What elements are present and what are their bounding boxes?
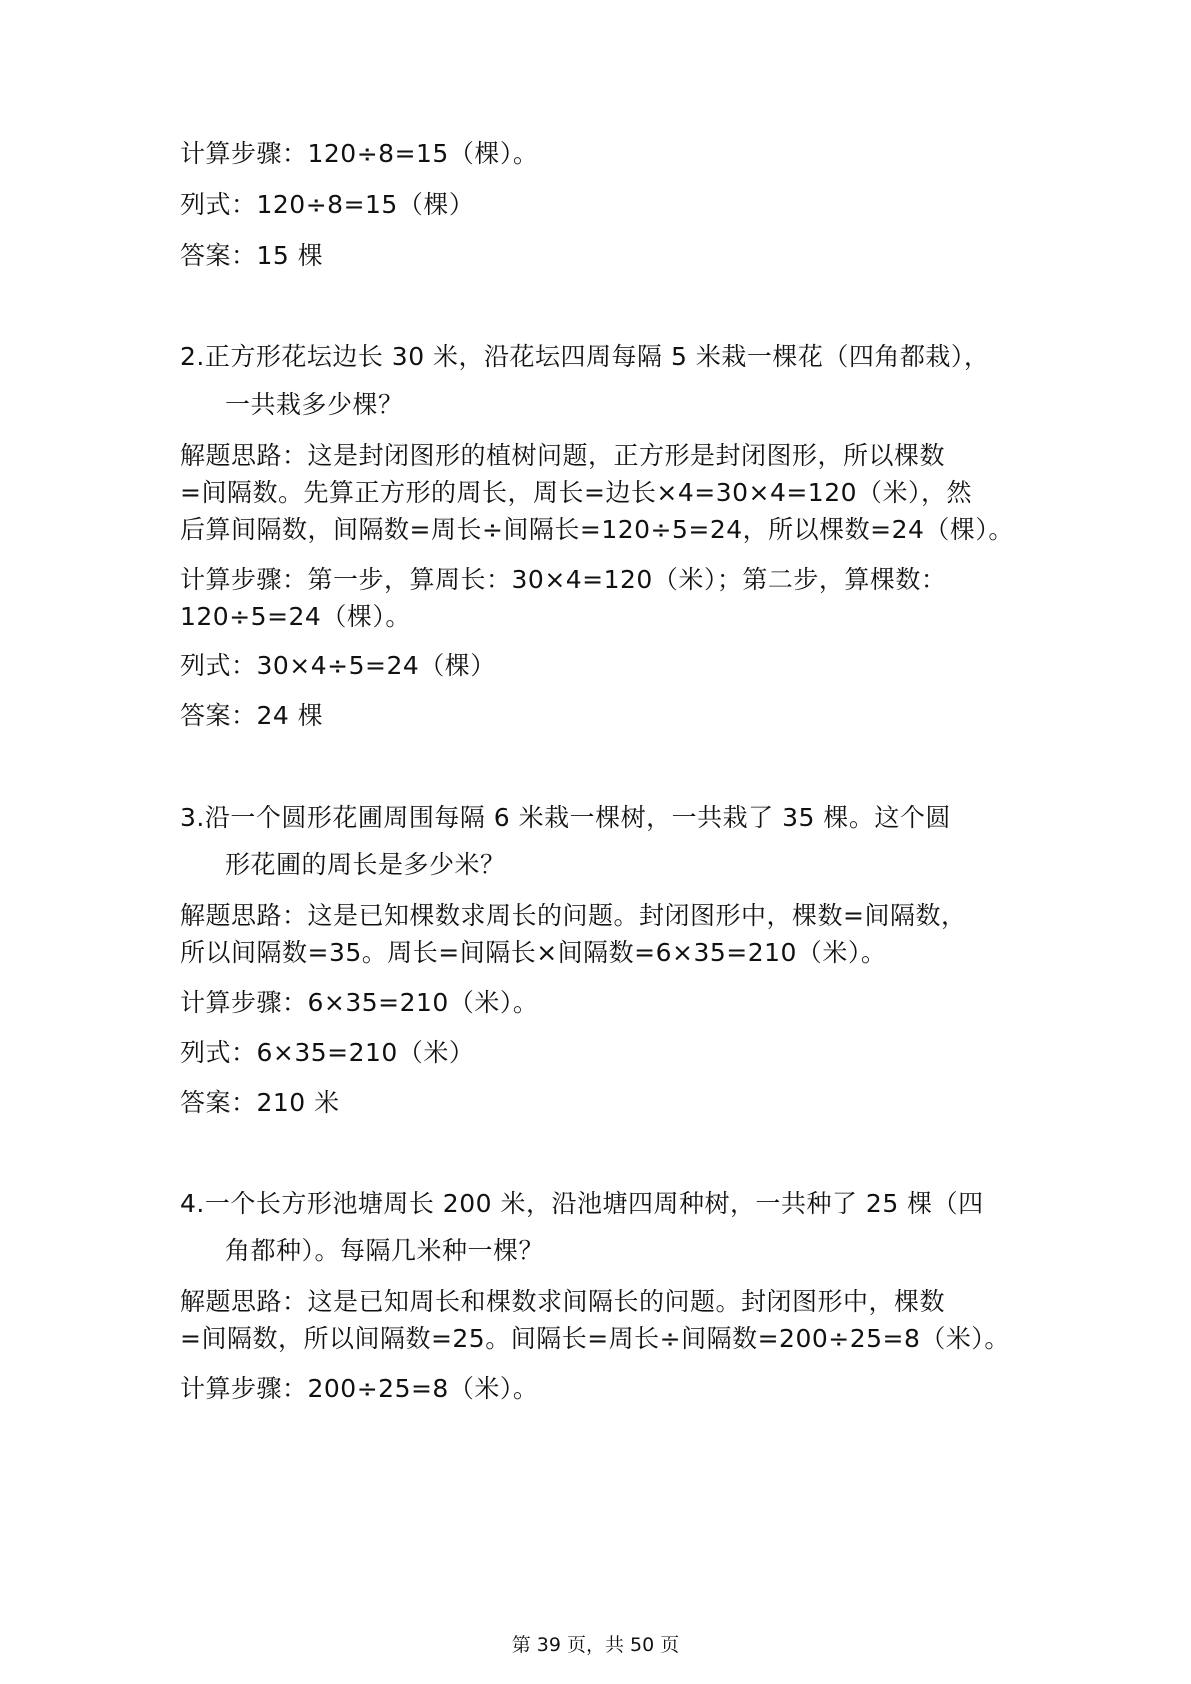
p3-idea-line2: 所以间隔数=35。周长=间隔长×间隔数=6×35=210（米）。 [180,938,887,967]
p4-question-line2: 角都种）。每隔几米种一棵？ [225,1236,545,1265]
p2-steps-line2: 120÷5=24（棵）。 [180,602,411,631]
page-number-footer: 第 39 页，共 50 页 [511,1634,680,1656]
p3-question-line2: 形花圃的周长是多少米？ [225,850,506,879]
p2-formula: 列式：30×4÷5=24（棵） [180,651,496,680]
p4-question-line1: 4.一个长方形池塘周长 200 米，沿池塘四周种树，一共种了 25 棵（四 [180,1189,984,1218]
p2-steps-line1: 计算步骤：第一步，算周长：30×4=120（米）；第二步，算棵数： [180,565,947,594]
p1-formula: 列式：120÷8=15（棵） [180,190,475,219]
p3-answer: 答案：210 米 [180,1088,340,1117]
p4-idea-line1: 解题思路：这是已知周长和棵数求间隔长的问题。封闭图形中，棵数 [180,1287,946,1316]
p3-steps: 计算步骤：6×35=210（米）。 [180,988,539,1017]
p4-idea-line2: =间隔数，所以间隔数=25。间隔长=周长÷间隔数=200÷25=8（米）。 [180,1324,1010,1353]
p4-steps: 计算步骤：200÷25=8（米）。 [180,1374,539,1403]
p2-question-line2: 一共栽多少棵？ [225,390,404,419]
p3-idea-line1: 解题思路：这是已知棵数求周长的问题。封闭图形中，棵数=间隔数， [180,901,967,930]
p1-answer: 答案：15 棵 [180,241,324,270]
p2-answer: 答案：24 棵 [180,701,324,730]
p1-steps: 计算步骤：120÷8=15（棵）。 [180,139,539,168]
p2-idea-line2: =间隔数。先算正方形的周长，周长=边长×4=30×4=120（米），然 [180,478,973,507]
p2-idea-line1: 解题思路：这是封闭图形的植树问题，正方形是封闭图形，所以棵数 [180,441,946,470]
p3-formula: 列式：6×35=210（米） [180,1038,475,1067]
p3-question-line1: 3.沿一个圆形花圃周围每隔 6 米栽一棵树，一共栽了 35 棵。这个圆 [180,803,951,832]
p2-idea-line3: 后算间隔数，间隔数=周长÷间隔长=120÷5=24，所以棵数=24（棵）。 [180,515,1014,544]
p2-question-line1: 2.正方形花坛边长 30 米，沿花坛四周每隔 5 米栽一棵花（四角都栽）， [180,342,990,371]
